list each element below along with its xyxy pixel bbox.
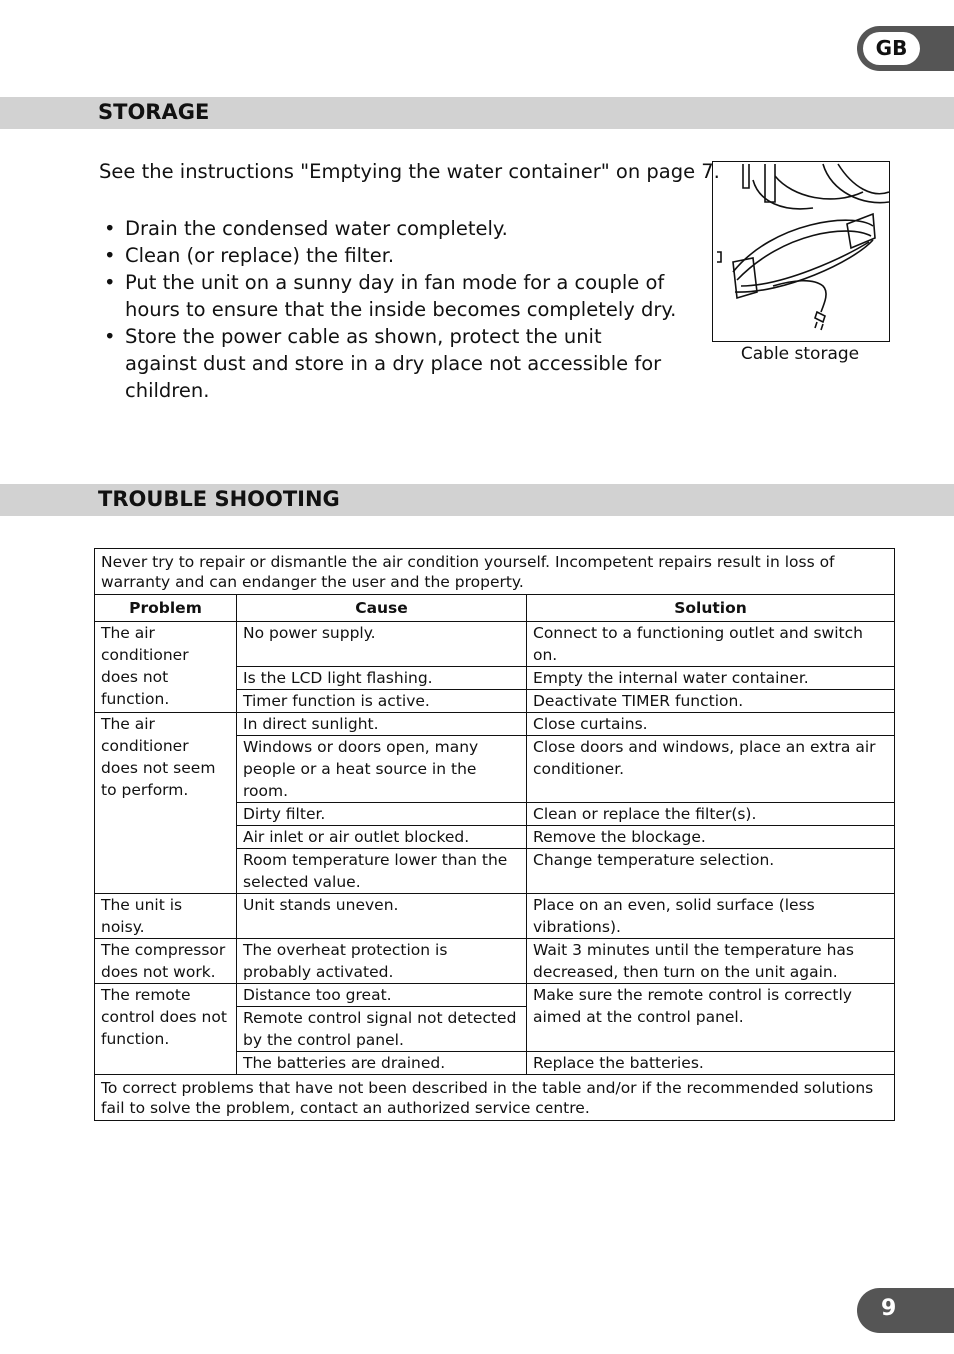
table-row <box>95 939 895 984</box>
solution-cell: Make sure the remote control is correctly aimed at the control panel. <box>527 984 895 1052</box>
table-row <box>95 549 895 595</box>
cause-cell: Windows or doors open, many people or a heat source in the room. <box>237 736 527 803</box>
solution-cell: Remove the blockage. <box>527 826 895 849</box>
storage-bullet: • Clean (or replace) the filter. <box>99 242 679 269</box>
storage-bullet: • Drain the condensed water completely. <box>99 215 679 242</box>
cause-cell: Room temperature lower than the selected value. <box>237 849 527 894</box>
footer-note: To correct problems that have not been described in the table and/or if the recommended solutions fail to solve the problem, contact an authorized service centre. <box>95 1075 895 1121</box>
problem-cell: The remote control does not function. <box>95 984 237 1075</box>
troubleshooting-section-bar <box>0 484 954 516</box>
language-label: GB <box>863 32 920 65</box>
figure-caption: Cable storage <box>740 344 860 364</box>
troubleshooting-table <box>94 548 895 1121</box>
table-header-row <box>95 595 895 622</box>
storage-section-bar <box>0 97 954 129</box>
cause-cell: Distance too great. <box>237 984 527 1007</box>
solution-cell: Deactivate TIMER function. <box>527 690 895 713</box>
cause-cell: Is the LCD light flashing. <box>237 667 527 690</box>
column-header-solution: Solution <box>527 595 895 622</box>
storage-intro: See the instructions "Emptying the water container" on page 7. <box>99 160 720 183</box>
cause-cell: Air inlet or air outlet blocked. <box>237 826 527 849</box>
problem-cell: The compressor does not work. <box>95 939 237 984</box>
cable-storage-drawing <box>713 162 889 341</box>
table-row <box>95 1075 895 1121</box>
warning-note: Never try to repair or dismantle the air condition yourself. Incompetent repairs result in loss of warranty and can endanger the user and the property. <box>95 549 895 595</box>
solution-cell: Close curtains. <box>527 713 895 736</box>
solution-cell: Place on an even, solid surface (less vibrations). <box>527 894 895 939</box>
cause-cell: In direct sunlight. <box>237 713 527 736</box>
table-row <box>95 713 895 736</box>
language-tab <box>857 26 954 71</box>
storage-bullet: • Put the unit on a sunny day in fan mode for a couple of hours to ensure that the inside becomes completely dry. <box>99 269 679 323</box>
cause-cell: The overheat protection is probably activated. <box>237 939 527 984</box>
solution-cell: Close doors and windows, place an extra air conditioner. <box>527 736 895 803</box>
cause-cell: The batteries are drained. <box>237 1052 527 1075</box>
solution-cell: Replace the batteries. <box>527 1052 895 1075</box>
page-number: 9 <box>881 1296 897 1321</box>
troubleshooting-title: TROUBLE SHOOTING <box>98 487 340 511</box>
problem-cell: The unit is noisy. <box>95 894 237 939</box>
solution-cell: Clean or replace the filter(s). <box>527 803 895 826</box>
column-header-problem: Problem <box>95 595 237 622</box>
table-row <box>95 984 895 1007</box>
cable-storage-illustration <box>712 161 890 342</box>
page-number-tab <box>857 1288 954 1333</box>
storage-bullet: • Store the power cable as shown, protect the unit against dust and store in a dry place not accessible for children. <box>99 323 679 404</box>
column-header-cause: Cause <box>237 595 527 622</box>
solution-cell: Wait 3 minutes until the temperature has decreased, then turn on the unit again. <box>527 939 895 984</box>
storage-bullet-list <box>99 215 679 404</box>
problem-cell: The air conditioner does not seem to perform. <box>95 713 237 894</box>
solution-cell: Connect to a functioning outlet and switch on. <box>527 622 895 667</box>
table-row <box>95 894 895 939</box>
table-row <box>95 622 895 667</box>
solution-cell: Change temperature selection. <box>527 849 895 894</box>
cause-cell: Timer function is active. <box>237 690 527 713</box>
cause-cell: Dirty filter. <box>237 803 527 826</box>
problem-cell: The air conditioner does not function. <box>95 622 237 713</box>
cause-cell: No power supply. <box>237 622 527 667</box>
cause-cell: Unit stands uneven. <box>237 894 527 939</box>
storage-title: STORAGE <box>98 100 210 124</box>
cause-cell: Remote control signal not detected by the control panel. <box>237 1007 527 1052</box>
solution-cell: Empty the internal water container. <box>527 667 895 690</box>
